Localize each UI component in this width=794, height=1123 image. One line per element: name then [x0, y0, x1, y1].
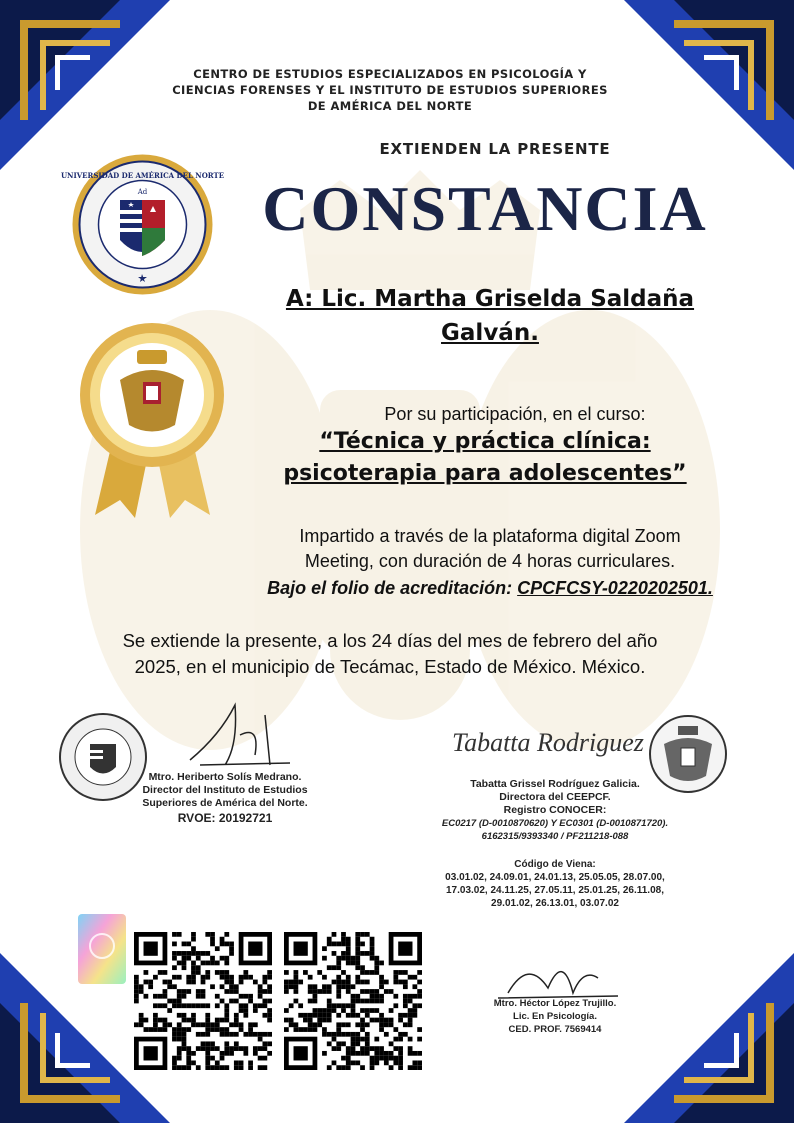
signatory-bottom-role: Lic. En Psicología.: [513, 1011, 597, 1022]
vienna-line-3: 29.01.02, 26.13.01, 03.07.02: [491, 898, 619, 909]
ec-codes: EC0217 (D-0010870620) Y EC0301 (D-0010871720).: [441, 818, 669, 829]
signatory-left-role-1: Director del Instituto de Estudios: [142, 784, 308, 796]
svg-text:Ad: Ad: [137, 188, 148, 196]
vienna-codes: [410, 858, 700, 910]
course-title: [240, 426, 730, 490]
signature-heriberto: [180, 695, 300, 775]
signature-tabatta: Tabatta Rodriguez: [452, 728, 644, 757]
signatory-right-name: Tabatta Grissel Rodríguez Galicia.: [470, 778, 640, 790]
corner-ornament-top-right: [624, 0, 794, 170]
qr-code-1[interactable]: [134, 932, 272, 1070]
org-line-2: CIENCIAS FORENSES Y EL INSTITUTO DE ESTUDIOS SUPERIORES: [172, 83, 608, 97]
vienna-line-1: 03.01.02, 24.09.01, 24.01.13, 25.05.05, 28.07.00,: [445, 872, 665, 883]
university-seal: [60, 152, 225, 297]
accreditation-folio: [210, 578, 770, 599]
extienden-heading: EXTIENDEN LA PRESENTE: [379, 140, 611, 158]
gold-rosette-medal: [75, 320, 230, 520]
hologram-sticker: [78, 914, 126, 984]
course-delivery: [230, 524, 750, 574]
course-delivery-line-2: Meeting, con duración de 4 horas curriculares.: [304, 551, 676, 571]
signatory-right: [410, 778, 700, 817]
svg-text:UNIVERSIDAD DE AMÉRICA DEL NOR: UNIVERSIDAD DE AMÉRICA DEL NORTE: [60, 171, 225, 180]
signatory-left-role-2: Superiores de América del Norte.: [142, 797, 308, 809]
recipient-line-1: A: Lic. Martha Griselda Saldaña: [285, 286, 695, 312]
folio-label: Bajo el folio de acreditación:: [267, 578, 518, 598]
signatory-left: [130, 771, 320, 826]
signatory-right-role: Directora del CEEPCF.: [499, 791, 611, 803]
folio-code: CPCFCSY-0220202501.: [517, 578, 713, 598]
participation-intro: Por su participación, en el curso:: [384, 404, 646, 424]
ced-label: CED. PROF.: [508, 1024, 562, 1035]
qr-code-2[interactable]: [284, 932, 422, 1070]
conocer-codes: [400, 817, 710, 843]
signatory-left-rvoe: RVOE: 20192721: [177, 811, 273, 825]
org-line-1: CENTRO DE ESTUDIOS ESPECIALIZADOS EN PSICOLOGÍA Y: [193, 67, 587, 81]
pf-codes: 6162315/9393340 / PF211218-088: [481, 831, 629, 842]
signatory-bottom: [460, 997, 650, 1036]
vienna-line-2: 17.03.02, 24.11.25, 27.05.11, 25.01.25, 26.11.08,: [446, 885, 664, 896]
signatory-bottom-name: Mtro. Héctor López Trujillo.: [493, 998, 617, 1009]
corner-ornament-bottom-right: [624, 953, 794, 1123]
course-title-line-1: “Técnica y práctica clínica:: [319, 429, 651, 454]
course-delivery-line-1: Impartido a través de la plataforma digital Zoom: [299, 526, 681, 546]
org-line-3: DE AMÉRICA DEL NORTE: [307, 99, 473, 113]
issue-statement: [60, 628, 720, 680]
corner-ornament-top-left: [0, 0, 170, 170]
issue-statement-line-2: 2025, en el municipio de Tecámac, Estado de México. México.: [134, 656, 646, 677]
recipient-name: [240, 282, 740, 350]
ced-value: 7569414: [564, 1024, 602, 1035]
course-title-line-2: psicoterapia para adolescentes”: [283, 461, 687, 486]
signatory-left-name: Mtro. Heriberto Solís Medrano.: [148, 771, 302, 783]
issue-statement-line-1: Se extiende la presente, a los 24 días del mes de febrero del año: [122, 630, 658, 651]
signatory-right-registro: Registro CONOCER:: [503, 804, 607, 816]
organization-name: [160, 66, 620, 114]
vienna-label: Código de Viena:: [514, 859, 596, 870]
signatory-bottom-ced: [460, 1023, 650, 1036]
certificate-title: CONSTANCIA: [262, 173, 708, 244]
recipient-line-2: Galván.: [441, 320, 539, 346]
